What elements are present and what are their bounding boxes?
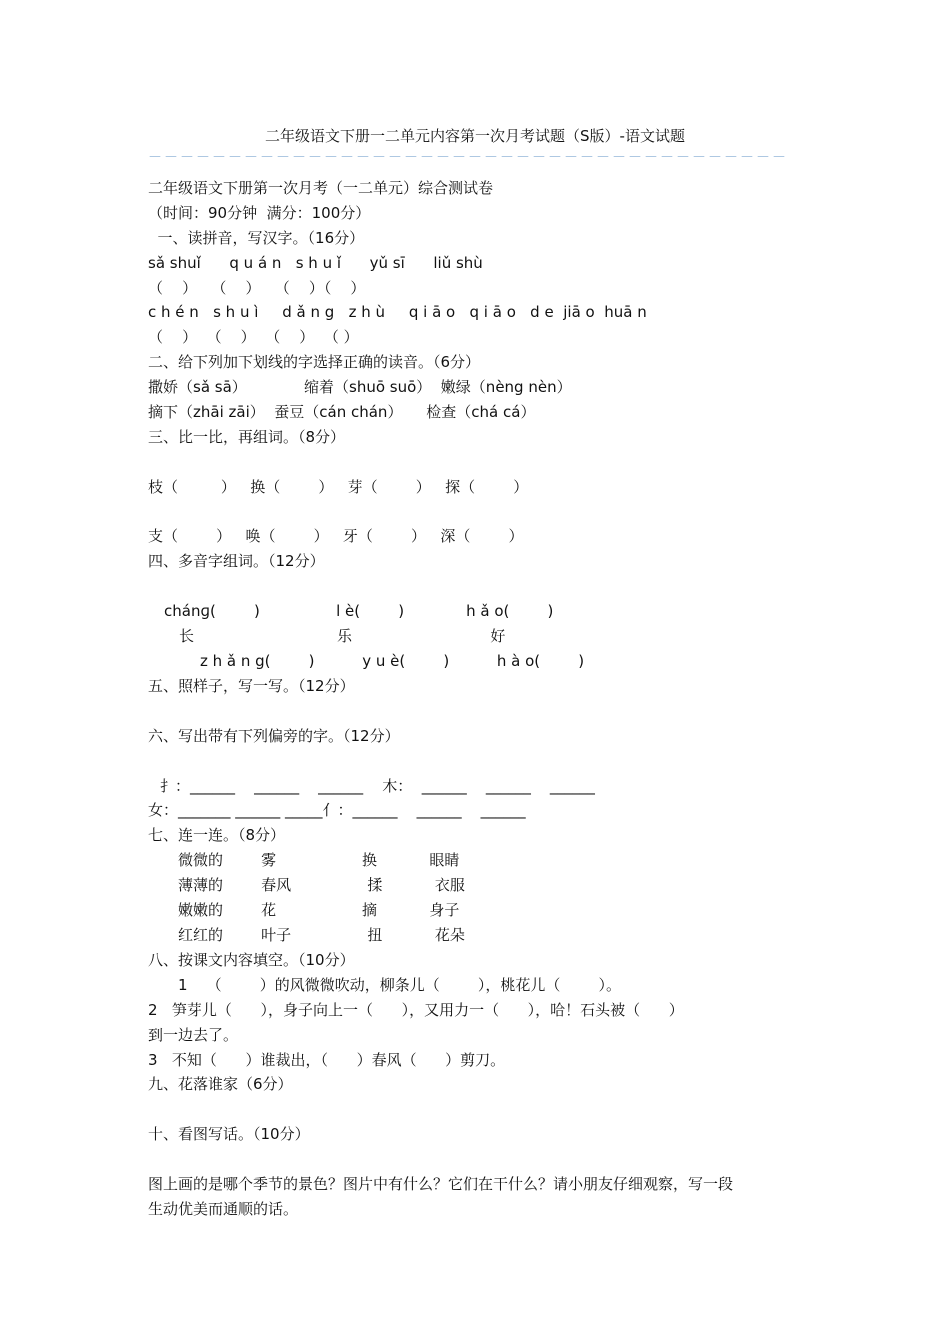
text-line: 到一边去了。 [148,1026,239,1044]
text-line: 七、连一连。（8分） [148,826,286,844]
text-line: sǎ shuǐ q u á n s h u ǐ yǔ sī liǔ shù [148,254,483,272]
text-line: 薄薄的 春风 揉 衣服 [178,876,465,894]
text-line: 撒娇（sǎ sā） 缩着（shuō suō） 嫩绿（nèng nèn） [148,378,572,396]
text-line: 长 乐 好 [179,627,506,645]
text-line: 五、照样子，写一写。（12分） [148,677,355,695]
text-line: 扌：______ ______ ______ 木： ______ ______ ______ [160,777,595,795]
text-line: 摘下（zhāi zāi） 蚕豆（cán chán） 检查（chá cá） [148,403,536,421]
text-line: 二年级语文下册第一次月考（一二单元）综合测试卷 [148,179,494,197]
text-line: （时间：90分钟 满分：100分） [148,204,371,222]
document-title: 二年级语文下册一二单元内容第一次月考试题（S版）-语文试题 [265,127,685,145]
text-line: （ ） （ ） （ ）（ ） [148,279,366,297]
text-line: 3 不知（ ）谁裁出，（ ）春风（ ）剪刀。 [148,1051,506,1069]
text-line: 八、按课文内容填空。（10分） [148,951,355,969]
text-line: 图上画的是哪个季节的景色？图片中有什么？它们在干什么？请小朋友仔细观察，写一段 [148,1175,734,1193]
text-line: 九、花落谁家（6分） [148,1075,293,1093]
text-line: c h é n s h u ì d ǎ n g z h ù q i ā o q i ā o d e jiā o huā n [148,303,647,321]
text-line: 2 笋芽儿（ ），身子向上一（ ），又用力一（ ），哈！石头被（ ） [148,1001,684,1019]
text-line: 生动优美而通顺的话。 [148,1200,299,1218]
text-line: 1 （ ）的风微微吹动，柳条儿（ ），桃花儿（ ）。 [178,976,622,994]
text-line: 四、多音字组词。（12分） [148,552,325,570]
text-line: 六、写出带有下列偏旁的字。（12分） [148,727,400,745]
text-line: （ ） （ ） （ ） （ ） [148,328,359,346]
text-line: 支（ ） 唤（ ） 牙（ ） 深（ ） [148,527,524,545]
text-line: 微微的 雾 换 眼睛 [178,851,460,869]
title-divider: －－－－－－－－－－－－－－－－－－－－－－－－－－－－－－－－－－－－－－－－ [148,150,788,166]
text-line: 二、给下列加下划线的字选择正确的读音。（6分） [148,353,481,371]
text-line: chánɡ( ) l è( ) h ǎ o( ) [164,602,554,620]
text-line: z h ǎ n g( ) y u è( ) h à o( ) [200,652,585,670]
text-line: 十、看图写话。（10分） [148,1125,310,1143]
text-line: 三、比一比，再组词。（8分） [148,428,346,446]
text-line: 女：_______ ______ _____亻：______ ______ ______ [148,801,526,819]
text-line: 红红的 叶子 扭 花朵 [178,926,465,944]
text-line: 枝（ ） 换（ ） 芽（ ） 探（ ） [148,478,529,496]
text-line: 嫩嫩的 花 摘 身子 [178,901,460,919]
text-line: 一、读拼音，写汉字。（16分） [148,229,365,247]
